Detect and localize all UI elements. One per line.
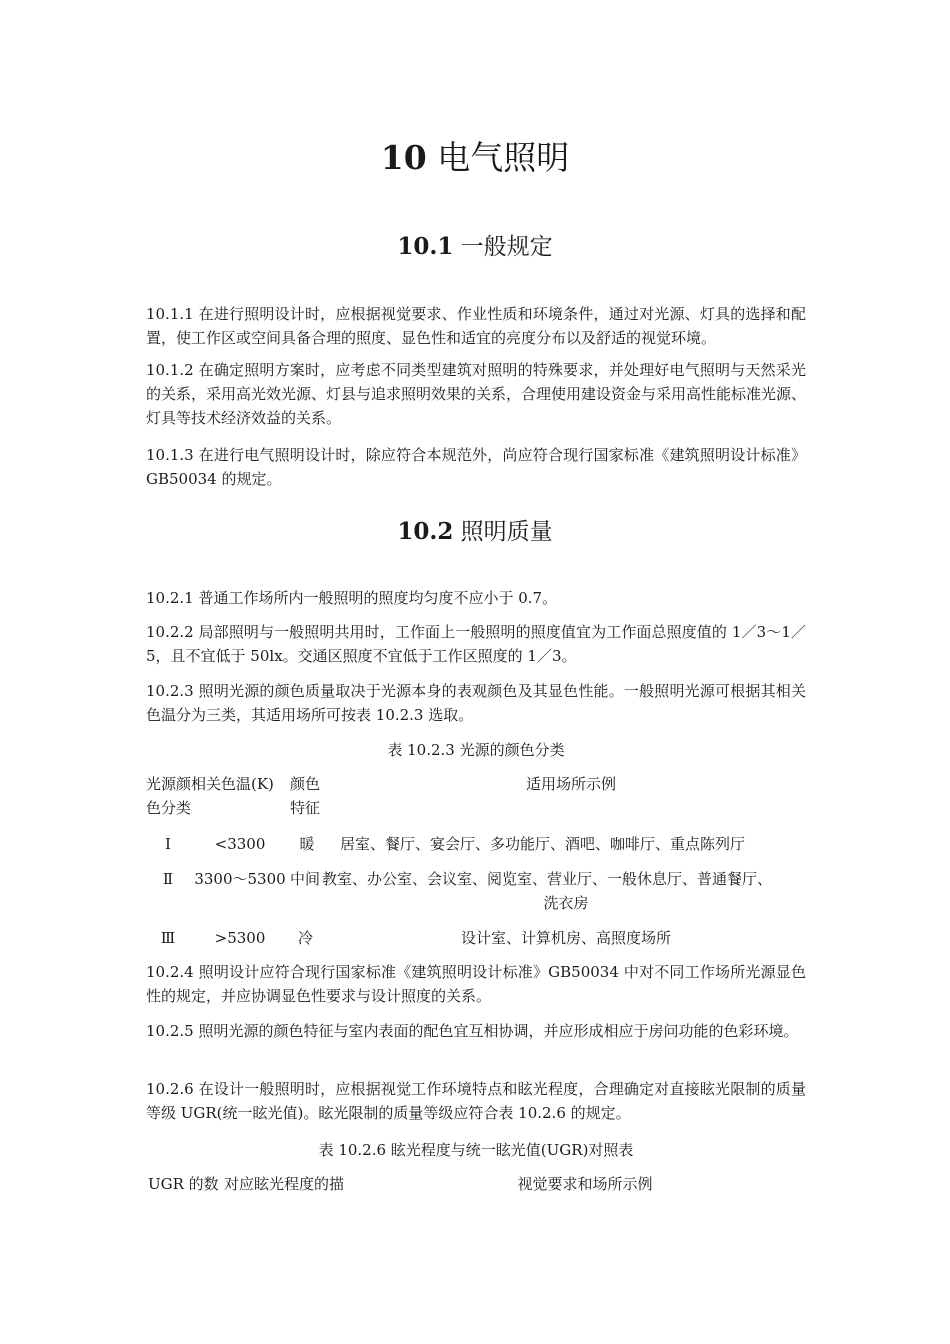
table-caption-10-2-3: 表 10.2.3 光源的颜色分类	[387, 741, 565, 759]
ugr-table-header-value: UGR 的数	[148, 1175, 219, 1193]
table-header-temperature: 相关色温(K)	[191, 775, 274, 793]
chapter-title-text: 电气照明	[437, 138, 570, 177]
table-row-3-feature: 冷	[298, 929, 314, 947]
table-row-3-temperature: >5300	[214, 929, 266, 947]
paragraph-10-2-4: 10.2.4 照明设计应符合现行国家标准《建筑照明设计标准》GB50034 中对不同工作场所光源显色性的规定，并应协调显色性要求与设计照度的关系。	[146, 963, 806, 1005]
section-number: 10.2	[397, 518, 454, 545]
paragraph-10-2-6: 10.2.6 在设计一般照明时，应根据视觉工作环境特点和眩光程度，合理确定对直接眩光限制的质量等级 UGR(统一眩光值)。眩光限制的质量等级应符合表 10.2.6 的规定。	[146, 1080, 806, 1122]
table-row-1-class: Ⅰ	[165, 835, 171, 853]
table-header-class-line1: 光源颜	[146, 775, 192, 793]
section-title-10-1	[0, 232, 950, 262]
table-row-1-feature: 暖	[299, 835, 315, 853]
paragraph-10-2-2: 10.2.2 局部照明与一般照明共用时，工作面上一般照明的照度值宜为工作面总照度值的 1／3～1／5，且不宜低于 50lx。交通区照度不宜低于工作区照度的 1／3。	[146, 623, 806, 665]
table-caption-10-2-6: 表 10.2.6 眩光程度与统一眩光值(UGR)对照表	[318, 1141, 634, 1159]
paragraph-10-1-3: 10.1.3 在进行电气照明设计时，除应符合本规范外，尚应符合现行国家标准《建筑照明设计标准》GB50034 的规定。	[146, 446, 806, 488]
section-title-text: 照明质量	[460, 519, 553, 545]
section-number: 10.1	[397, 233, 454, 260]
table-row-2-feature: 中间	[290, 870, 321, 888]
table-header-examples: 适用场所示例	[525, 775, 616, 793]
paragraph-10-2-5: 10.2.5 照明光源的颜色特征与室内表面的配色宜互相协调，并应形成相应于房问功能的色彩环境。	[146, 1022, 799, 1040]
table-row-1-examples: 居室、餐厅、宴会厅、多功能厅、酒吧、咖啡厅、重点陈列厅	[340, 835, 746, 853]
table-header-class-line2: 色分类	[146, 799, 192, 817]
paragraph-10-2-1: 10.2.1 普通工作场所内一般照明的照度均匀度不应小于 0.7。	[146, 589, 558, 607]
table-row-2-class: Ⅱ	[162, 870, 174, 888]
paragraph-10-1-2: 10.1.2 在确定照明方案时，应考虑不同类型建筑对照明的特殊要求，并处理好电气照明与天然采光的关系，采用高光效光源、灯县与追求照明效果的关系，合理使用建设资金与采用高性能标准光源、灯具等技术经济效益的关系。	[146, 361, 807, 427]
chapter-title	[0, 136, 950, 180]
paragraph-10-2-3: 10.2.3 照明光源的颜色质量取决于光源本身的表观颜色及其显色性能。一般照明光源可根据其相关色温分为三类，其适用场所可按表 10.2.3 选取。	[146, 682, 806, 724]
chapter-number: 10	[380, 138, 427, 177]
table-header-feature-line2: 特征	[290, 799, 321, 817]
table-row-3-examples: 设计室、计算机房、高照度场所	[460, 929, 671, 947]
table-row-1-temperature: <3300	[214, 835, 266, 853]
table-row-2-temperature: 3300～5300	[194, 870, 286, 888]
table-header-feature-line1: 颜色	[290, 775, 321, 793]
section-title-10-2	[0, 517, 950, 547]
table-row-2-examples-cont: 洗衣房	[543, 894, 589, 912]
ugr-table-header-requirements: 视觉要求和场所示例	[517, 1175, 653, 1193]
table-row-2-examples: 教室、办公室、会议室、阅览室、营业厅、一般休息厅、普通餐厅、	[322, 870, 773, 888]
ugr-table-header-description: 对应眩光程度的描	[224, 1175, 345, 1193]
table-row-3-class: Ⅲ	[160, 929, 176, 947]
section-title-text: 一般规定	[460, 234, 553, 260]
paragraph-10-1-1: 10.1.1 在进行照明设计时，应根据视觉要求、作业性质和环境条件，通过对光源、灯具的选择和配置，使工作区或空间具备合理的照度、显色性和适宜的亮度分布以及舒适的视觉环境。	[146, 305, 806, 347]
